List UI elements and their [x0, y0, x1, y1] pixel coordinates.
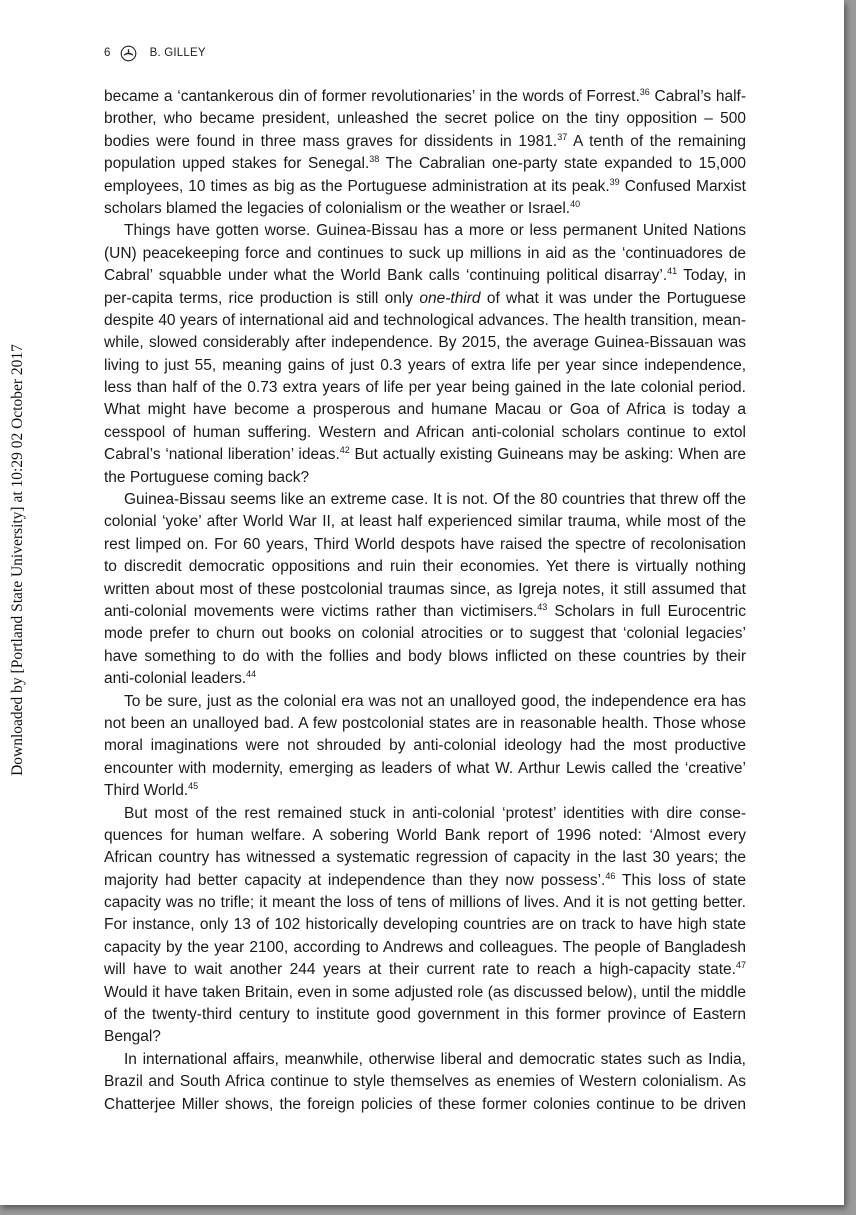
- text-segment: quences for human welfare. A sobering World Bank report of 1996 noted: ‘Almost every: [104, 826, 746, 844]
- text-segment: Cabral’s ‘national liberation’ ideas.: [104, 446, 340, 464]
- text-line: [104, 86, 746, 108]
- text-segment: The Cabralian one-party state expanded to 15,000: [379, 155, 746, 173]
- footnote-ref: 37: [557, 131, 568, 142]
- text-segment: have something to do with the follies and body blows inflicted on these countries by their: [104, 647, 746, 665]
- text-segment: written about most of these postcolonial traumas since, as Igreja notes, it still assumed that: [104, 580, 746, 598]
- running-header-author: B. GILLEY: [149, 47, 206, 59]
- body-text: [104, 86, 746, 1116]
- text-segment: to discredit democratic oppositions and ruin their economies. Yet there is virtually nothing: [104, 558, 746, 576]
- footnote-ref: 36: [639, 87, 650, 97]
- running-header: [104, 44, 206, 62]
- text-segment: while, slowed considerably after independence. By 2015, the average Guinea-Bissauan was: [104, 334, 746, 352]
- text-segment: For instance, only 13 of 102 historically developing countries are on track to have high state: [104, 916, 746, 934]
- text-line: [104, 914, 746, 936]
- text-segment: of the twenty-third century to institute good government in this former province of Eastern: [104, 1006, 746, 1024]
- footnote-ref: 42: [339, 445, 350, 456]
- text-segment: African country has witnessed a systematic regression of capacity in the last 30 years; the: [104, 849, 746, 867]
- page-number: 6: [104, 47, 111, 59]
- text-segment: colonial ‘yoke’ after World War II, at least half experienced similar trauma, while most of the: [104, 513, 746, 531]
- text-line: [104, 713, 746, 735]
- text-line: [104, 176, 746, 198]
- footnote-ref: 40: [570, 198, 581, 209]
- text-segment: A tenth of the remaining: [567, 132, 746, 150]
- text-line: [104, 556, 746, 578]
- text-line: [104, 220, 746, 242]
- text-segment: brother, who became president, unleashed the secret police on the tiny opposition – 500: [104, 110, 746, 128]
- text-segment: capacity was no trifle; it meant the loss of tens of millions of lives. And it is not getting better.: [104, 894, 746, 912]
- text-segment: To be sure, just as the colonial era was not an unalloyed good, the independence era has: [124, 692, 746, 710]
- text-line: [104, 892, 746, 914]
- text-segment: Confused Marxist: [619, 177, 746, 195]
- text-segment: per-capita terms, rice production is still only: [104, 289, 420, 307]
- footnote-ref: 38: [369, 154, 380, 165]
- text-line: [104, 758, 746, 780]
- text-line: [104, 377, 746, 399]
- text-line: [104, 511, 746, 533]
- text-segment: cesspool of human suffering. Western and African anti-colonial scholars continue to extol: [104, 423, 746, 441]
- text-line: [104, 803, 746, 825]
- text-line: [104, 153, 746, 175]
- text-segment: But actually existing Guineans may be asking: When are: [349, 446, 746, 464]
- text-line: [104, 422, 746, 444]
- text-line: [104, 825, 746, 847]
- text-line: [104, 691, 746, 713]
- text-line: [104, 668, 746, 690]
- text-line: [104, 735, 746, 757]
- footnote-ref: 39: [609, 176, 620, 187]
- text-segment: This loss of state: [615, 871, 746, 889]
- text-line: [104, 243, 746, 265]
- text-segment: moral imaginations were not shrouded by anti-colonial ideology had the most productive: [104, 737, 746, 755]
- text-segment: majority had better capacity at independence than they now possess’.: [104, 871, 606, 889]
- footnote-ref: 41: [667, 266, 678, 277]
- text-line: [104, 310, 746, 332]
- text-segment: population upped stakes for Senegal.: [104, 155, 370, 173]
- text-line: [104, 288, 746, 310]
- text-segment: will have to wait another 244 years at their current rate to reach a high-capacity state.: [104, 961, 736, 979]
- emphasis-text: one-third: [419, 289, 481, 307]
- text-line: [104, 332, 746, 354]
- text-segment: encounter with modernity, emerging as leaders of what W. Arthur Lewis called the ‘creative’: [104, 759, 746, 777]
- text-segment: But most of the rest remained stuck in anti-colonial ‘protest’ identities with dire conse-: [124, 804, 746, 822]
- text-segment: Guinea-Bissau seems like an extreme case. It is not. Of the 80 countries that threw off the: [124, 491, 746, 509]
- text-line: [104, 1094, 746, 1116]
- text-segment: bodies were found in three mass graves for dissidents in 1981.: [104, 132, 558, 150]
- text-segment: the Portuguese coming back?: [104, 468, 310, 486]
- text-line: [104, 355, 746, 377]
- text-segment: became a ‘cantankerous din of former revolutionaries’ in the words of Forrest.: [104, 88, 640, 105]
- text-segment: Brazil and South Africa continue to style themselves as enemies of Western colonialism. As: [104, 1073, 746, 1091]
- text-segment: scholars blamed the legacies of colonialism or the weather or Israel.: [104, 199, 571, 217]
- text-line: [104, 489, 746, 511]
- text-segment: Bengal?: [104, 1028, 161, 1046]
- text-segment: capacity by the year 2100, according to Andrews and colleagues. The people of Bangladesh: [104, 938, 746, 956]
- text-line: [104, 467, 746, 489]
- text-segment: Things have gotten worse. Guinea-Bissau has a more or less permanent United Nations: [124, 222, 746, 240]
- text-segment: (UN) peacekeeping force and continues to suck up millions in aid as the ‘continuadores de: [104, 244, 746, 262]
- text-segment: anti-colonial leaders.: [104, 670, 247, 688]
- text-segment: Chatterjee Miller shows, the foreign policies of these former colonies continue to be driven: [104, 1095, 746, 1113]
- text-segment: Scholars in full Eurocentric: [547, 602, 746, 620]
- text-line: [104, 265, 746, 287]
- footnote-ref: 44: [246, 669, 257, 680]
- download-notice: Downloaded by [Portland State University] at 10:29 02 October 2017: [9, 344, 26, 776]
- text-line: [104, 937, 746, 959]
- text-line: [104, 198, 746, 220]
- text-line: [104, 959, 746, 981]
- text-segment: Third World.: [104, 782, 189, 800]
- text-line: [104, 1004, 746, 1026]
- text-segment: Cabral’s half-: [649, 88, 747, 105]
- text-line: [104, 1026, 746, 1048]
- text-segment: of what it was under the Portuguese: [480, 289, 746, 307]
- text-segment: rest limped on. For 60 years, Third World despots have raised the spectre of recolonisation: [104, 535, 746, 553]
- text-line: [104, 1071, 746, 1093]
- text-line: [104, 108, 746, 130]
- text-line: [104, 534, 746, 556]
- text-segment: In international affairs, meanwhile, otherwise liberal and democratic states such as India,: [124, 1050, 746, 1068]
- text-segment: mode prefer to churn out books on colonial atrocities or to suggest that ‘colonial legacies’: [104, 625, 746, 643]
- text-line: [104, 579, 746, 601]
- text-line: [104, 870, 746, 892]
- footnote-ref: 43: [537, 601, 548, 612]
- text-line: [104, 847, 746, 869]
- footnote-ref: 45: [188, 781, 199, 792]
- text-segment: employees, 10 times as big as the Portuguese administration at its peak.: [104, 177, 610, 195]
- text-line: [104, 646, 746, 668]
- text-segment: not been an unalloyed bad. A few postcolonial states are in reasonable health. Those whose: [104, 714, 746, 732]
- footnote-ref: 46: [605, 870, 616, 881]
- text-line: [104, 982, 746, 1004]
- text-line: [104, 444, 746, 466]
- text-segment: anti-colonial movements were victims rather than victimisers.: [104, 602, 538, 620]
- text-line: [104, 1049, 746, 1071]
- text-segment: less than half of the 0.73 extra years of life per year being gained in the late colonial period.: [104, 379, 746, 397]
- text-line: [104, 780, 746, 802]
- text-line: [104, 399, 746, 421]
- footnote-ref: 47: [735, 960, 746, 971]
- text-line: [104, 131, 746, 153]
- text-segment: What might have become a prosperous and humane Macau or Goa of Africa is today a: [104, 401, 746, 419]
- text-segment: living to just 55, meaning gains of just 0.3 years of extra life per year since independence,: [104, 356, 746, 374]
- text-segment: despite 40 years of international aid and technological advances. The health transition, mean-: [104, 311, 746, 329]
- text-line: [104, 623, 746, 645]
- text-line: [104, 601, 746, 623]
- publisher-logo-icon: [120, 45, 137, 62]
- text-segment: Today, in: [677, 267, 746, 285]
- text-segment: Would it have taken Britain, even in some adjusted role (as discussed below), until the middle: [104, 983, 746, 1001]
- text-segment: Cabral’ squabble under what the World Bank calls ‘continuing political disarray’.: [104, 267, 668, 285]
